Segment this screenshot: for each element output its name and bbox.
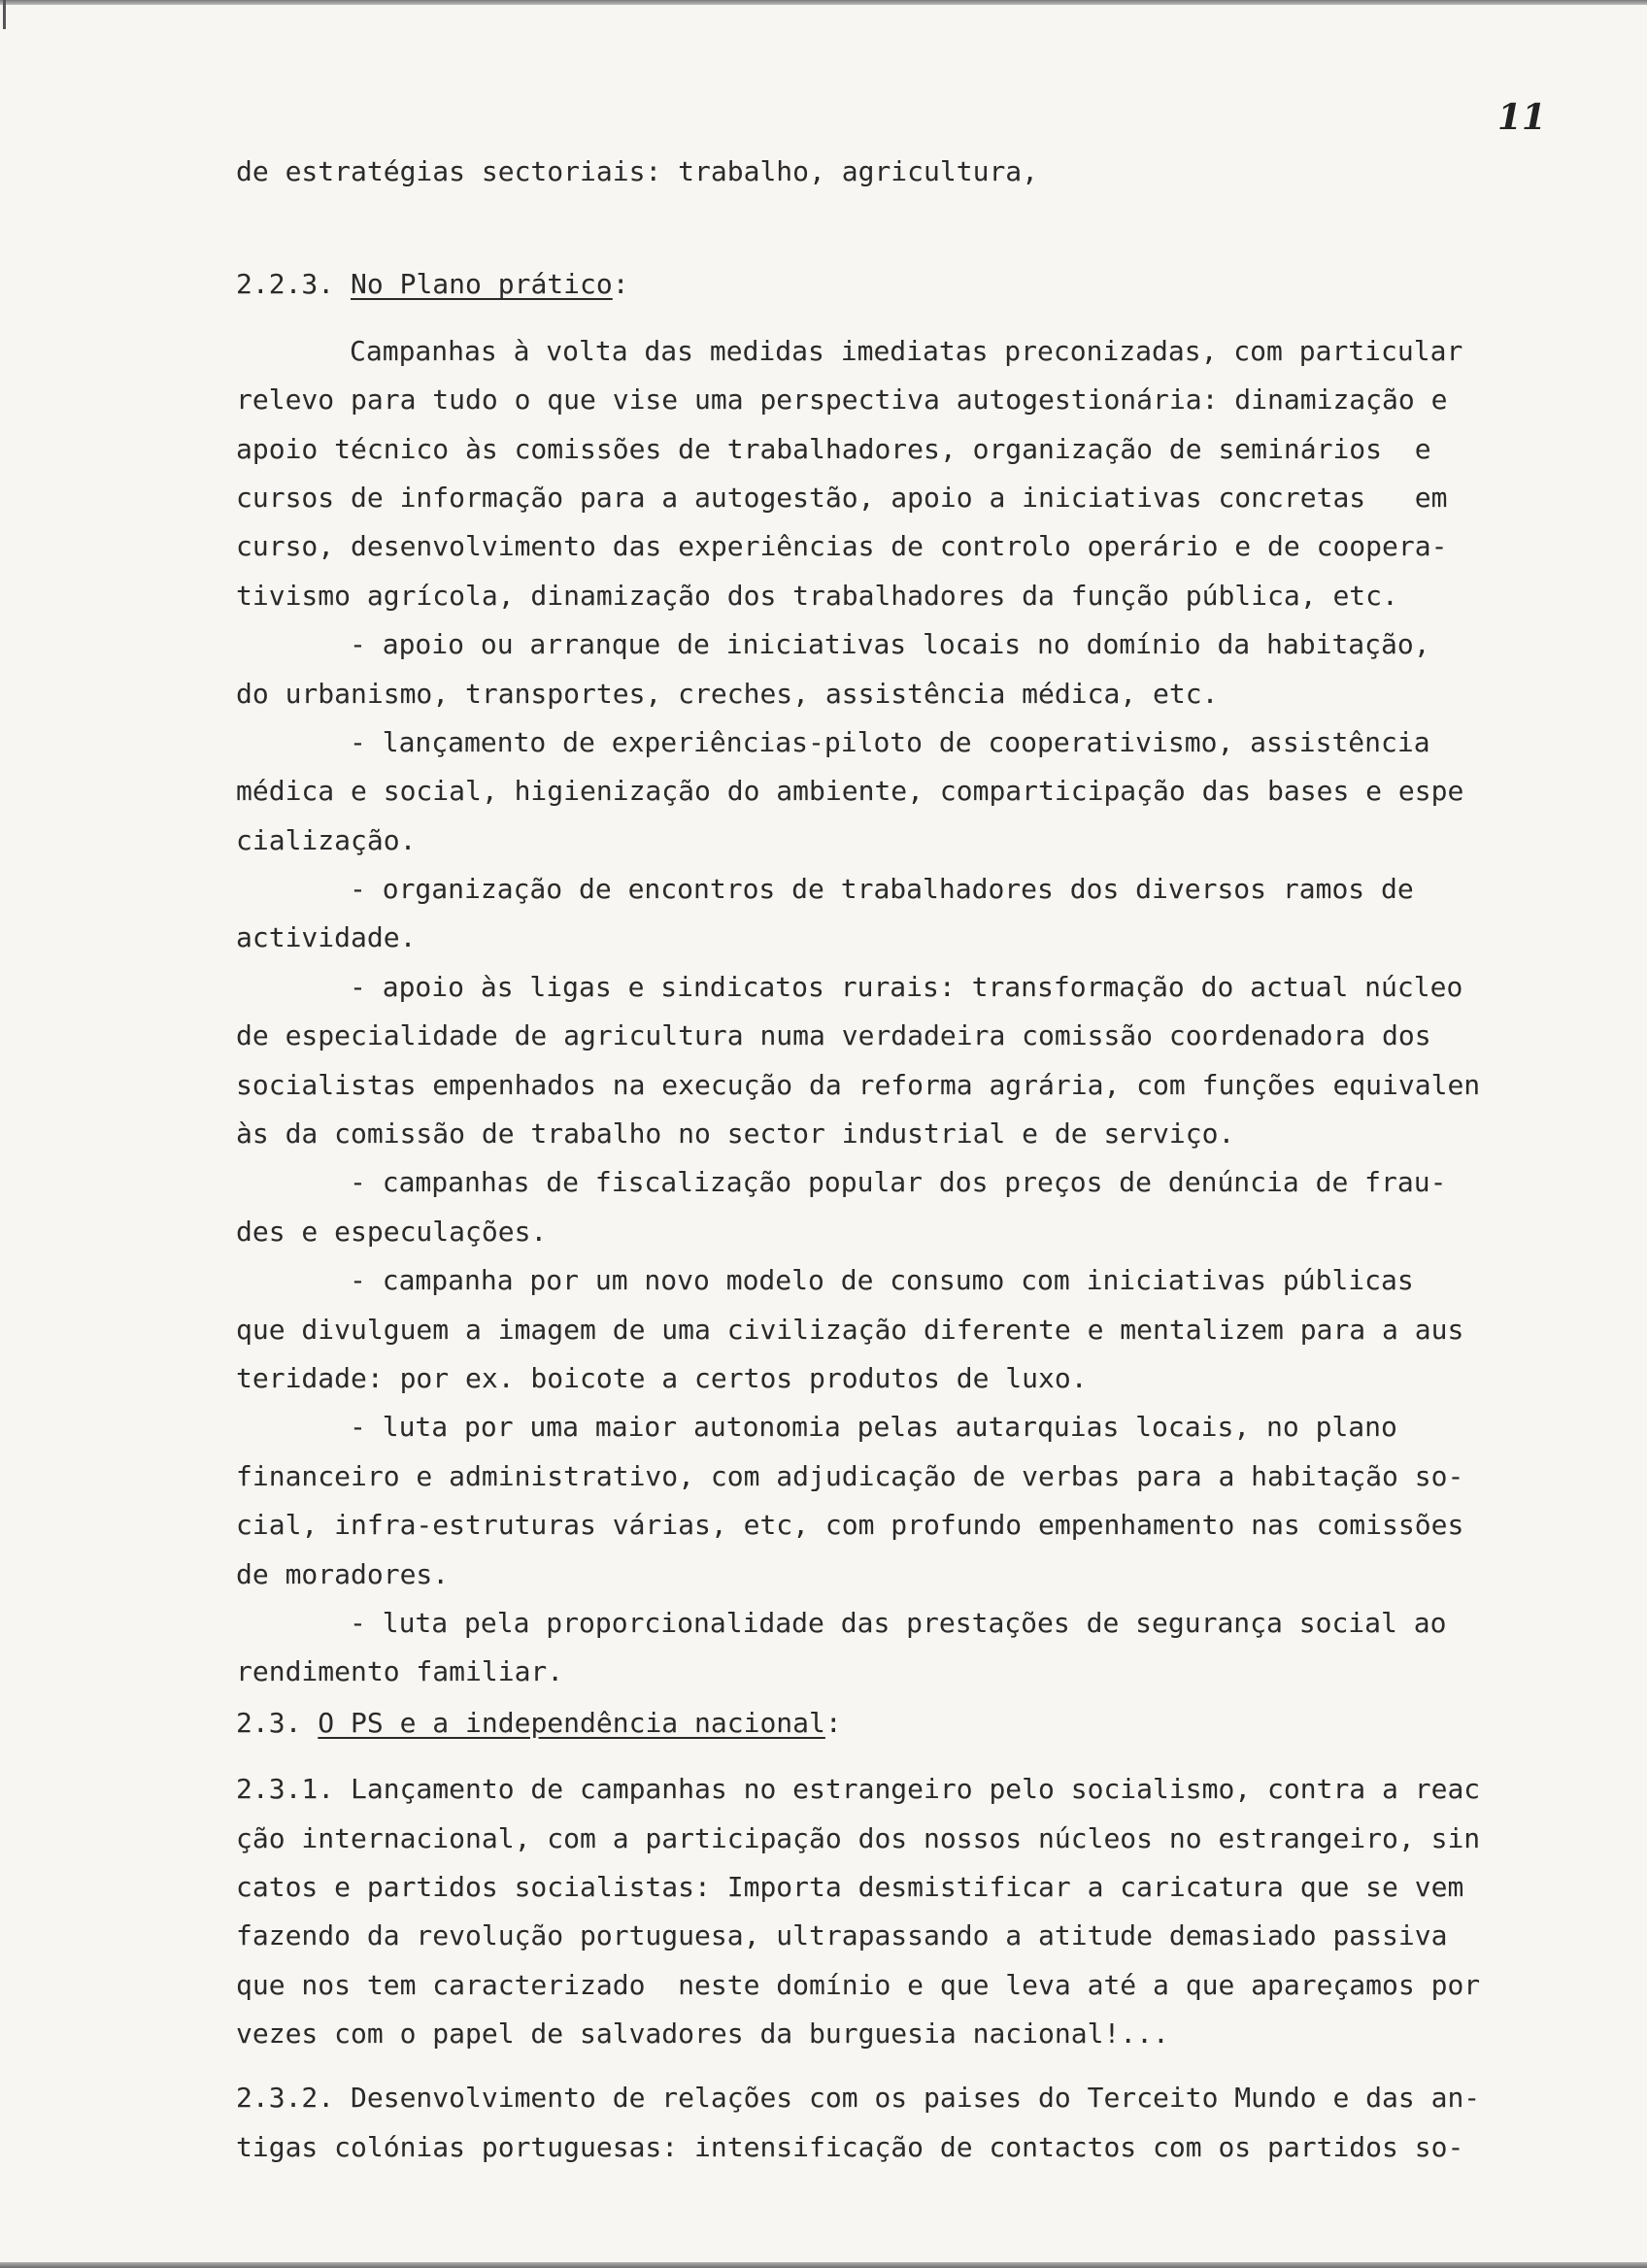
page-number: 11 xyxy=(1497,97,1547,138)
paragraph-line: apoio técnico às comissões de trabalhadores, organização de seminários e xyxy=(236,432,1431,465)
paragraph-line: 2.3.1. Lançamento de campanhas no estrangeiro pelo socialismo, contra a reac xyxy=(236,1773,1481,1806)
section-title: No Plano prático xyxy=(351,268,613,301)
paragraph-line: cursos de informação para a autogestão, apoio a iniciativas concretas em xyxy=(236,481,1448,514)
paragraph-line: ção internacional, com a participação dos nossos núcleos no estrangeiro, sin xyxy=(236,1821,1481,1854)
section-2-3-1-body xyxy=(236,1765,1596,2058)
list-item-line: às da comissão de trabalho no sector industrial e de serviço. xyxy=(236,1117,1235,1151)
paragraph-line: fazendo da revolução portuguesa, ultrapassando a atitude demasiado passiva xyxy=(236,1919,1448,1952)
list-item-line: cialização. xyxy=(236,823,417,856)
list-item-line: rendimento familiar. xyxy=(236,1655,564,1688)
scan-bottom-border xyxy=(0,2262,1647,2268)
list-item-line: - luta por uma maior autonomia pelas autarquias locais, no plano xyxy=(350,1411,1397,1444)
section-2-3-2-body xyxy=(236,2074,1596,2172)
list-item-line: de especialidade de agricultura numa verdadeira comissão coordenadora dos xyxy=(236,1019,1431,1052)
paragraph-line: 2.3.2. Desenvolvimento de relações com os paises do Terceito Mundo e das an- xyxy=(236,2082,1481,2115)
intro-line: de estratégias sectoriais: trabalho, agricultura, xyxy=(236,155,1039,187)
list-item-line: cial, infra-estruturas várias, etc, com profundo empenhamento nas comissões xyxy=(236,1509,1464,1542)
list-item-line: - apoio às ligas e sindicatos rurais: transformação do actual núcleo xyxy=(350,970,1463,1003)
paragraph-line: tivismo agrícola, dinamização dos trabalhadores da função pública, etc. xyxy=(236,579,1398,612)
list-item-line: que divulguem a imagem de uma civilização diferente e mentalizem para a aus xyxy=(236,1313,1464,1346)
list-item-line: - organização de encontros de trabalhadores dos diversos ramos de xyxy=(350,873,1414,906)
list-item-line: financeiro e administrativo, com adjudicação de verbas para a habitação so- xyxy=(236,1459,1464,1492)
heading-colon: : xyxy=(612,268,629,301)
paragraph-line: tigas colónias portuguesas: intensificação de contactos com os partidos so- xyxy=(236,2130,1464,2163)
paragraph-line: vezes com o papel de salvadores da burguesia nacional!... xyxy=(236,2018,1169,2051)
list-item-line: - campanhas de fiscalização popular dos preços de denúncia de frau- xyxy=(350,1166,1447,1199)
list-item-line: des e especulações. xyxy=(236,1215,548,1248)
paragraph-line: relevo para tudo o que vise uma perspectiva autogestionária: dinamização e xyxy=(236,384,1448,417)
paragraph-line: curso, desenvolvimento das experiências de controlo operário e de coopera- xyxy=(236,530,1448,563)
list-item-line: - lançamento de experiências-piloto de cooperativismo, assistência xyxy=(350,725,1430,758)
list-item-line: socialistas empenhados na execução da reforma agrária, com funções equivalen xyxy=(236,1068,1481,1101)
section-number: 2.3. xyxy=(236,1706,302,1739)
paragraph-line: Campanhas à volta das medidas imediatas preconizadas, com particular xyxy=(350,334,1463,367)
scan-left-mark xyxy=(3,0,6,29)
list-item-line: actividade. xyxy=(236,921,417,954)
list-item-line: teridade: por ex. boicote a certos produtos de luxo. xyxy=(236,1361,1088,1394)
list-item-line: - luta pela proporcionalidade das prestações de segurança social ao xyxy=(350,1606,1447,1639)
scan-top-border xyxy=(0,0,1647,5)
list-item-line: - campanha por um novo modelo de consumo com iniciativas públicas xyxy=(350,1264,1414,1297)
list-item-line: de moradores. xyxy=(236,1557,450,1590)
paragraph-line: que nos tem caracterizado neste domínio e que leva até a que apareçamos por xyxy=(236,1968,1481,2001)
section-title: O PS e a independência nacional xyxy=(318,1706,825,1739)
document-body xyxy=(236,148,1596,2172)
heading-colon: : xyxy=(824,1706,842,1739)
section-2-2-3-body xyxy=(236,327,1596,1697)
section-heading-2-3 xyxy=(236,1699,1596,1748)
paragraph-line: catos e partidos socialistas: Importa desmistificar a caricatura que se vem xyxy=(236,1870,1464,1903)
list-item-line: - apoio ou arranque de iniciativas locais no domínio da habitação, xyxy=(350,628,1430,661)
list-item-line: médica e social, higienização do ambiente, comparticipação das bases e espe xyxy=(236,775,1464,808)
list-item-line: do urbanismo, transportes, creches, assistência médica, etc. xyxy=(236,677,1219,710)
section-number: 2.2.3. xyxy=(236,268,335,301)
section-heading-2-2-3 xyxy=(236,260,1596,309)
